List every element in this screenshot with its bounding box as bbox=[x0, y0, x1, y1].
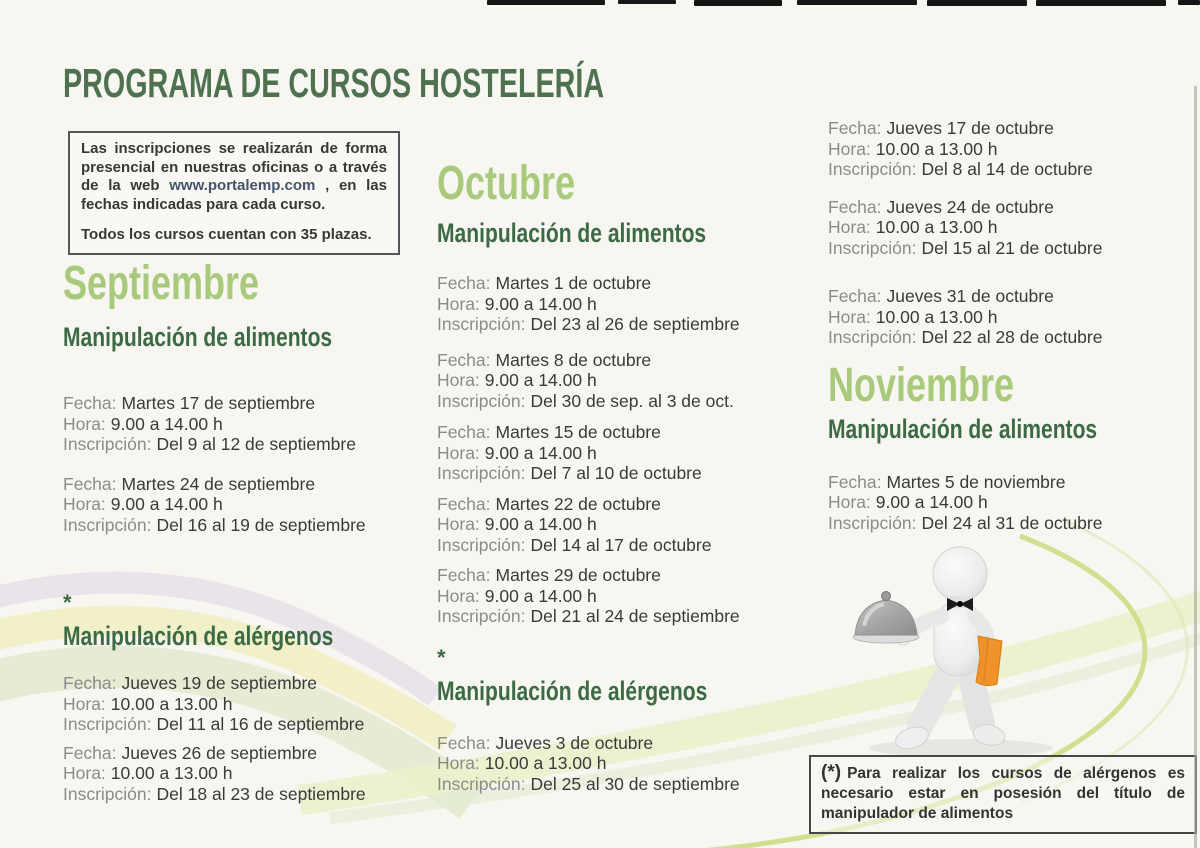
month-heading-septiembre bbox=[63, 257, 408, 310]
course-entry bbox=[828, 472, 1193, 534]
course-entry bbox=[437, 494, 792, 556]
inscripcion-line bbox=[63, 434, 408, 455]
fecha-line bbox=[63, 673, 408, 694]
month-heading-octubre bbox=[437, 157, 792, 210]
hora-value: 10.00 a 13.00 h bbox=[110, 693, 233, 714]
course-entry bbox=[63, 743, 408, 805]
hora-value: 10.00 a 13.00 h bbox=[875, 217, 998, 237]
hora-label: Hora: bbox=[828, 492, 871, 512]
course-entry bbox=[63, 673, 408, 735]
bow-tie-knot bbox=[957, 601, 963, 607]
course-title-alimentos bbox=[437, 220, 792, 247]
scan-artifact-top bbox=[0, 0, 1200, 8]
hora-line bbox=[828, 492, 1193, 513]
scan-mark bbox=[1036, 0, 1166, 6]
inscripcion-value: Del 8 al 14 de octubre bbox=[921, 159, 1093, 179]
hora-label: Hora: bbox=[828, 138, 871, 159]
inscripcion-line bbox=[828, 238, 1193, 259]
inscripcion-value: Del 16 al 19 de septiembre bbox=[156, 514, 366, 535]
fecha-value: Jueves 31 de octubre bbox=[886, 286, 1054, 306]
scan-mark bbox=[694, 0, 782, 6]
fecha-value: Martes 8 de octubre bbox=[495, 349, 652, 370]
fecha-value: Martes 15 de octubre bbox=[495, 422, 661, 442]
footnote-text: Para realizar los cursos de alérgenos es necesario estar en posesión del título de manipulador de alimentos bbox=[821, 765, 1185, 822]
scan-mark bbox=[797, 0, 917, 5]
fecha-value: Martes 29 de octubre bbox=[495, 565, 661, 585]
fecha-line bbox=[828, 286, 1193, 307]
inscripcion-value: Del 18 al 23 de septiembre bbox=[156, 783, 366, 804]
inscripcion-value: Del 24 al 31 de octubre bbox=[921, 512, 1103, 533]
fecha-value: Jueves 17 de octubre bbox=[886, 118, 1054, 138]
hora-label: Hora: bbox=[437, 293, 480, 314]
course-title-alimentos bbox=[828, 413, 1193, 444]
course-title-text: Manipulación de alérgenos bbox=[437, 675, 708, 706]
course-entry bbox=[437, 733, 792, 795]
scan-mark bbox=[1178, 0, 1200, 5]
course-entry bbox=[437, 350, 792, 412]
hora-value: 9.00 a 14.00 h bbox=[110, 413, 223, 434]
column-septiembre bbox=[63, 257, 408, 804]
fecha-line bbox=[828, 472, 1193, 493]
hora-label: Hora: bbox=[437, 514, 480, 534]
hora-value: 10.00 a 13.00 h bbox=[110, 763, 233, 783]
column-octubre bbox=[437, 157, 792, 794]
waiter-figure-illustration bbox=[836, 538, 1086, 763]
inscripcion-line bbox=[437, 606, 792, 627]
info-text-post: , en las fechas indicadas para cada curso. bbox=[81, 177, 387, 213]
hora-value: 9.00 a 14.00 h bbox=[484, 585, 597, 606]
inscripcion-value: Del 15 al 21 de octubre bbox=[921, 237, 1103, 258]
inscripcion-value: Del 7 al 10 de octubre bbox=[530, 463, 702, 483]
inscripcion-line bbox=[437, 463, 792, 484]
course-title-text: Manipulación de alimentos bbox=[63, 322, 333, 352]
hora-line bbox=[437, 443, 792, 464]
course-title-text: Manipulación de alérgenos bbox=[63, 621, 334, 651]
inscripcion-label: Inscripción: bbox=[437, 534, 526, 555]
fecha-value: Jueves 26 de septiembre bbox=[121, 742, 318, 763]
fecha-label: Fecha: bbox=[828, 196, 882, 217]
inscripcion-value: Del 9 al 12 de septiembre bbox=[156, 434, 356, 454]
inscripcion-label: Inscripción: bbox=[437, 773, 526, 794]
cloche-icon bbox=[855, 600, 917, 635]
footnote-marker: (*) bbox=[821, 762, 842, 783]
inscripcion-line bbox=[63, 515, 408, 536]
course-entry bbox=[437, 422, 792, 484]
course-entry bbox=[437, 565, 792, 627]
inscripcion-value: Del 30 de sep. al 3 de oct. bbox=[530, 390, 734, 411]
inscripcion-label: Inscripción: bbox=[63, 714, 152, 734]
course-entry bbox=[63, 474, 408, 536]
course-entry bbox=[828, 197, 1193, 259]
page-title bbox=[63, 62, 836, 105]
fecha-line bbox=[828, 118, 1193, 139]
hora-line bbox=[63, 414, 408, 435]
fecha-line bbox=[437, 733, 792, 754]
inscripcion-label: Inscripción: bbox=[63, 783, 152, 804]
hora-label: Hora: bbox=[63, 494, 106, 514]
fecha-value: Martes 17 de septiembre bbox=[121, 393, 316, 413]
inscripcion-value: Del 25 al 30 de septiembre bbox=[530, 773, 740, 794]
inscripcion-line bbox=[63, 784, 408, 805]
fecha-line bbox=[63, 743, 408, 764]
scan-mark bbox=[487, 0, 605, 5]
fecha-line bbox=[437, 273, 792, 294]
info-paragraph-plazas: Todos los cursos cuentan con 35 plazas. bbox=[81, 226, 372, 243]
fecha-line bbox=[437, 565, 792, 586]
inscripcion-label: Inscripción: bbox=[63, 434, 152, 454]
cloche-knob bbox=[882, 592, 891, 601]
hora-label: Hora: bbox=[437, 585, 480, 606]
hora-value: 9.00 a 14.00 h bbox=[484, 514, 597, 534]
figure-leg-front bbox=[920, 666, 952, 726]
course-entry bbox=[63, 393, 408, 455]
inscripcion-label: Inscripción: bbox=[437, 314, 526, 334]
course-title-alergenos bbox=[63, 590, 408, 651]
fecha-value: Martes 5 de noviembre bbox=[886, 471, 1066, 492]
scan-artifact-right-edge bbox=[1194, 86, 1197, 848]
inscripcion-label: Inscripción: bbox=[828, 159, 917, 179]
hora-label: Hora: bbox=[437, 370, 480, 390]
fecha-label: Fecha: bbox=[63, 473, 117, 494]
fecha-label: Fecha: bbox=[828, 286, 882, 306]
scan-mark bbox=[927, 0, 1027, 6]
hora-line bbox=[437, 753, 792, 774]
fecha-label: Fecha: bbox=[437, 273, 491, 293]
fecha-label: Fecha: bbox=[437, 349, 491, 370]
hora-line bbox=[63, 694, 408, 715]
fecha-label: Fecha: bbox=[63, 742, 117, 763]
course-title-text: Manipulación de alimentos bbox=[828, 413, 1098, 444]
fecha-line bbox=[63, 474, 408, 495]
fecha-value: Jueves 3 de octubre bbox=[495, 732, 654, 753]
towel-icon bbox=[976, 636, 1002, 686]
course-entry bbox=[437, 273, 792, 335]
fecha-label: Fecha: bbox=[437, 493, 491, 514]
fecha-value: Martes 22 de octubre bbox=[495, 493, 661, 514]
inscripcion-value: Del 22 al 28 de octubre bbox=[921, 327, 1103, 347]
inscripcion-label: Inscripción: bbox=[437, 606, 526, 626]
hora-label: Hora: bbox=[437, 442, 480, 463]
hora-line bbox=[828, 217, 1193, 238]
fecha-label: Fecha: bbox=[828, 118, 882, 138]
inscripcion-line bbox=[63, 714, 408, 735]
inscripcion-label: Inscripción: bbox=[437, 463, 526, 483]
course-entry bbox=[828, 286, 1193, 348]
hora-line bbox=[437, 514, 792, 535]
hora-value: 10.00 a 13.00 h bbox=[484, 753, 607, 773]
hora-value: 9.00 a 14.00 h bbox=[484, 293, 597, 314]
course-title-text: Manipulación de alimentos bbox=[437, 218, 707, 248]
hora-line bbox=[63, 763, 408, 784]
inscripcion-line bbox=[437, 314, 792, 335]
inscripcion-line bbox=[828, 159, 1193, 180]
hora-line bbox=[828, 307, 1193, 328]
fecha-label: Fecha: bbox=[437, 422, 491, 442]
hora-line bbox=[828, 139, 1193, 160]
hora-line bbox=[437, 294, 792, 315]
web-address-link[interactable]: www.portalemp.com bbox=[169, 177, 316, 194]
fecha-label: Fecha: bbox=[63, 393, 117, 413]
asterisk-marker: * bbox=[437, 644, 446, 670]
hora-line bbox=[437, 586, 792, 607]
inscripcion-line bbox=[437, 391, 792, 412]
inscripcion-label: Inscripción: bbox=[63, 514, 152, 535]
fecha-line bbox=[828, 197, 1193, 218]
course-entry bbox=[828, 118, 1193, 180]
asterisk-marker: * bbox=[63, 590, 72, 615]
month-heading-text: Octubre bbox=[437, 157, 576, 210]
info-text-pre: Las inscripciones se realizarán de forma presencial en nuestras oficinas o a través de la web bbox=[81, 140, 387, 194]
hora-label: Hora: bbox=[437, 753, 480, 773]
fecha-label: Fecha: bbox=[437, 565, 491, 585]
course-title-alimentos bbox=[63, 324, 408, 351]
hora-value: 9.00 a 14.00 h bbox=[875, 492, 988, 512]
hora-line bbox=[437, 370, 792, 391]
inscripcion-line bbox=[828, 513, 1193, 534]
inscripcion-label: Inscripción: bbox=[828, 512, 917, 533]
fecha-value: Jueves 19 de septiembre bbox=[121, 673, 318, 693]
info-box bbox=[68, 131, 400, 255]
hora-label: Hora: bbox=[63, 413, 106, 434]
fecha-value: Martes 24 de septiembre bbox=[121, 473, 316, 494]
hora-label: Hora: bbox=[828, 217, 871, 237]
page-title-text: PROGRAMA DE CURSOS HOSTELERÍA bbox=[63, 60, 605, 106]
fecha-line bbox=[437, 350, 792, 371]
hora-value: 9.00 a 14.00 h bbox=[484, 442, 597, 463]
hora-value: 9.00 a 14.00 h bbox=[484, 370, 597, 390]
fecha-line bbox=[63, 393, 408, 414]
course-title-alergenos bbox=[437, 644, 792, 706]
figure-head bbox=[933, 547, 987, 601]
scan-mark bbox=[618, 0, 676, 4]
inscripcion-value: Del 11 al 16 de septiembre bbox=[156, 714, 365, 734]
hora-value: 9.00 a 14.00 h bbox=[110, 494, 223, 514]
fecha-line bbox=[437, 494, 792, 515]
hora-value: 10.00 a 13.00 h bbox=[875, 306, 998, 327]
inscripcion-line bbox=[437, 535, 792, 556]
fecha-label: Fecha: bbox=[437, 732, 491, 753]
inscripcion-value: Del 14 al 17 de octubre bbox=[530, 534, 712, 555]
inscripcion-line bbox=[828, 327, 1193, 348]
info-paragraph-registration bbox=[81, 140, 387, 214]
fecha-value: Jueves 24 de octubre bbox=[886, 196, 1054, 217]
fecha-line bbox=[437, 422, 792, 443]
inscripcion-value: Del 21 al 24 de septiembre bbox=[530, 606, 740, 626]
footnote-box bbox=[809, 755, 1197, 834]
inscripcion-label: Inscripción: bbox=[437, 390, 526, 411]
fecha-label: Fecha: bbox=[63, 673, 117, 693]
hora-label: Hora: bbox=[63, 693, 106, 714]
inscripcion-label: Inscripción: bbox=[828, 327, 917, 347]
hora-line bbox=[63, 494, 408, 515]
hora-label: Hora: bbox=[63, 763, 106, 783]
hora-value: 10.00 a 13.00 h bbox=[875, 138, 998, 159]
fecha-label: Fecha: bbox=[828, 471, 882, 492]
hora-label: Hora: bbox=[828, 306, 871, 327]
fecha-value: Martes 1 de octubre bbox=[495, 273, 652, 293]
column-noviembre bbox=[828, 112, 1193, 533]
month-heading-noviembre bbox=[828, 358, 1193, 412]
month-heading-text: Noviembre bbox=[828, 358, 1015, 412]
inscripcion-line bbox=[437, 774, 792, 795]
month-heading-text: Septiembre bbox=[63, 257, 260, 310]
inscripcion-value: Del 23 al 26 de septiembre bbox=[530, 314, 740, 334]
inscripcion-label: Inscripción: bbox=[828, 237, 917, 258]
